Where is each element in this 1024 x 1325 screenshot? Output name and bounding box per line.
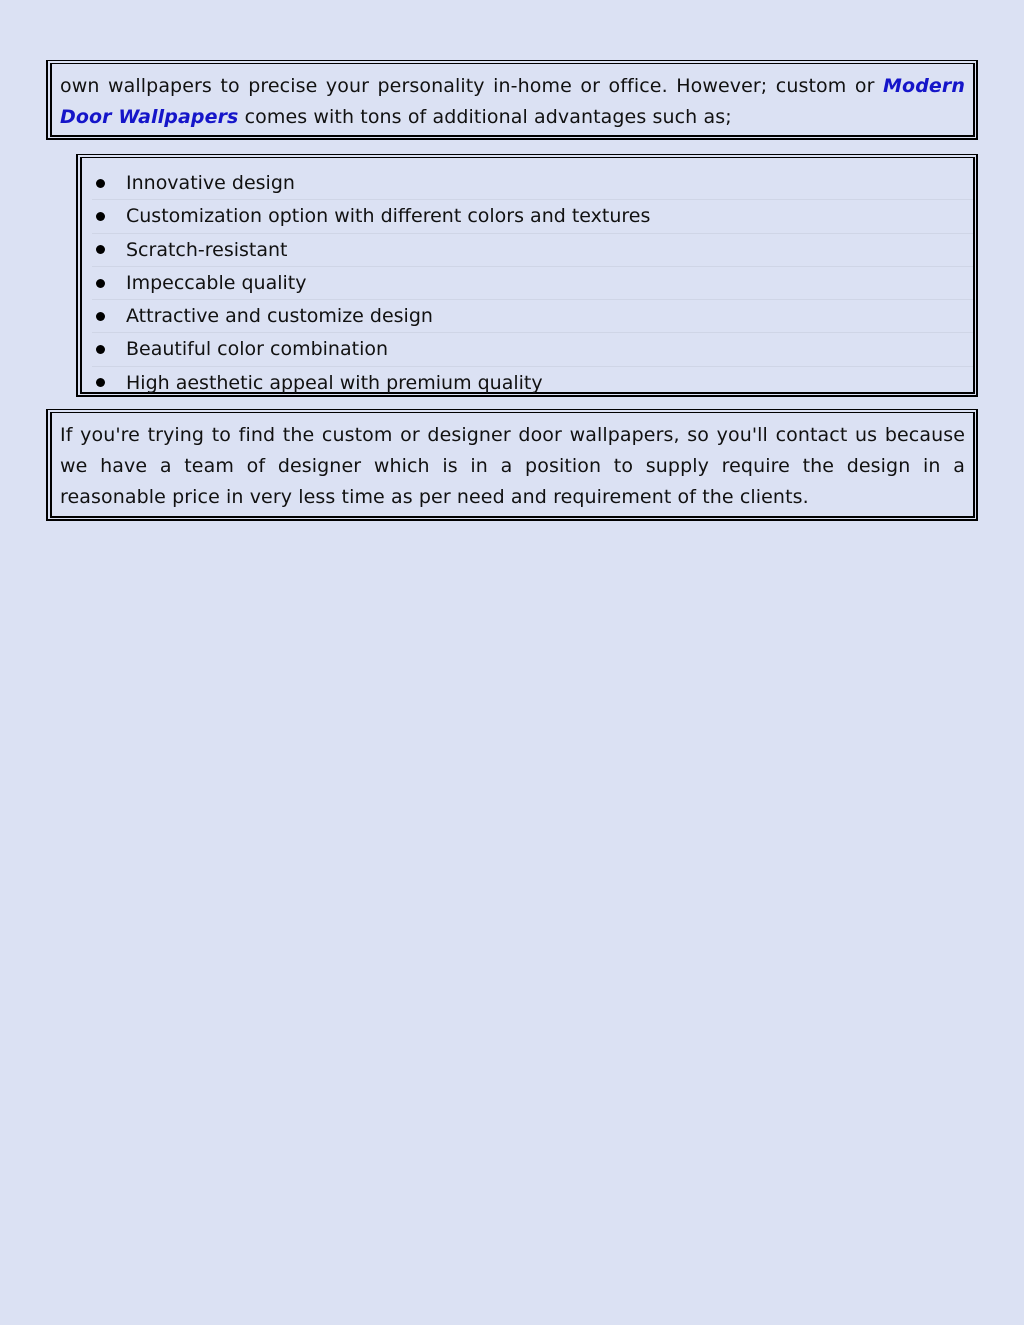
bullet-icon bbox=[96, 179, 105, 188]
feature-label: Innovative design bbox=[126, 172, 295, 194]
feature-label: High aesthetic appeal with premium quality bbox=[126, 371, 543, 394]
bullet-icon bbox=[96, 212, 105, 221]
modern-door-wallpapers-link[interactable]: Modern Door Wallpapers bbox=[60, 75, 965, 128]
feature-label: Impeccable quality bbox=[126, 271, 307, 294]
feature-label: Beautiful color combination bbox=[126, 338, 389, 361]
list-item bbox=[92, 167, 973, 200]
list-item bbox=[92, 333, 973, 366]
bullet-icon bbox=[96, 345, 105, 354]
list-item bbox=[92, 234, 973, 267]
intro-text-before: own wallpapers to precise your personality in-home or office. However; custom or bbox=[60, 75, 884, 97]
feature-label: Customization option with different colors and textures bbox=[126, 205, 651, 228]
feature-label: Scratch-resistant bbox=[126, 238, 288, 261]
bullet-icon bbox=[96, 312, 105, 321]
intro-text-after: comes with tons of additional advantages such as; bbox=[238, 106, 732, 128]
list-item bbox=[92, 200, 973, 233]
contact-paragraph: If you're trying to find the custom or designer door wallpapers, so you'll contact us because we have a team of designer which is in a position to supply require the design in a reasonable price in very less time as per need and requirement of the clients. bbox=[60, 424, 965, 508]
list-item bbox=[92, 367, 973, 399]
bullet-icon bbox=[96, 279, 105, 288]
list-item bbox=[92, 300, 973, 333]
intro-paragraph bbox=[52, 64, 973, 133]
contact-box bbox=[46, 409, 978, 521]
bullet-icon bbox=[96, 378, 105, 387]
features-box bbox=[76, 154, 978, 397]
feature-label: Attractive and customize design bbox=[126, 305, 433, 328]
features-list bbox=[82, 158, 973, 399]
intro-box bbox=[46, 60, 978, 140]
list-item bbox=[92, 267, 973, 300]
bullet-icon bbox=[96, 245, 105, 254]
